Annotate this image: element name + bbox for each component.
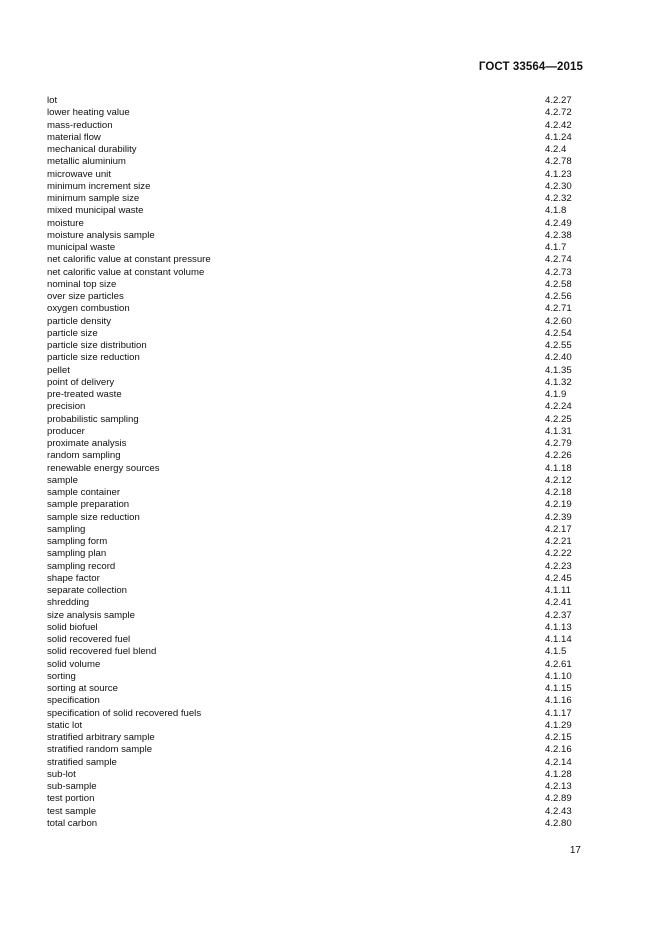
index-term: particle size reduction xyxy=(47,352,140,364)
index-reference: 4.2.79 xyxy=(545,438,572,449)
index-term: shredding xyxy=(47,597,90,609)
index-entry xyxy=(47,291,576,303)
index-term: size analysis sample xyxy=(47,609,135,621)
index-reference: 4.2.26 xyxy=(545,450,572,462)
index-term: pre-treated waste xyxy=(47,389,122,400)
index-reference: 4.2.74 xyxy=(545,254,572,266)
index-entry xyxy=(47,414,576,426)
index-term: minimum increment size xyxy=(47,180,151,192)
index-reference: 4.2.30 xyxy=(545,180,572,192)
document-code-header: ГОСТ 33564—2015 xyxy=(478,61,583,73)
index-term: shape factor xyxy=(47,572,100,584)
index-term: mixed municipal waste xyxy=(47,205,144,217)
index-entry xyxy=(47,316,576,328)
index-term: precision xyxy=(47,401,86,413)
index-entry xyxy=(47,328,576,340)
index-term: solid biofuel xyxy=(47,621,98,633)
index-reference: 4.2.15 xyxy=(545,732,572,743)
index-term: static lot xyxy=(47,719,83,731)
index-term: lower heating value xyxy=(47,107,130,119)
index-entry xyxy=(47,120,576,132)
index-term: test portion xyxy=(47,793,95,805)
index-entry xyxy=(47,95,576,107)
index-entry xyxy=(47,646,576,658)
index-entry xyxy=(47,769,576,781)
index-entry xyxy=(47,597,576,609)
index-term: solid recovered fuel blend xyxy=(47,646,157,658)
index-term: probabilistic sampling xyxy=(47,413,139,425)
index-reference: 4.1.11 xyxy=(545,585,571,596)
index-reference: 4.2.23 xyxy=(545,560,572,572)
index-reference: 4.2.18 xyxy=(545,487,572,498)
index-entry xyxy=(47,610,576,622)
index-reference: 4.2.38 xyxy=(545,229,572,241)
index-reference: 4.1.29 xyxy=(545,719,572,731)
index-entry xyxy=(47,230,576,242)
index-term: sorting xyxy=(47,670,76,682)
index-entry xyxy=(47,744,576,756)
index-term: sampling record xyxy=(47,560,116,572)
index-entry xyxy=(47,475,576,487)
index-entry xyxy=(47,548,576,560)
index-entry xyxy=(47,218,576,230)
index-entry xyxy=(47,536,576,548)
index-entry xyxy=(47,438,576,450)
index-term: oxygen combustion xyxy=(47,303,130,315)
index-entry xyxy=(47,708,576,720)
index-entry xyxy=(47,524,576,536)
index-term: particle size xyxy=(47,327,98,339)
index-entry xyxy=(47,806,576,818)
index-reference: 4.2.49 xyxy=(545,217,572,229)
index-entry xyxy=(47,622,576,634)
index-entry xyxy=(47,573,576,585)
index-entry xyxy=(47,499,576,511)
index-entry xyxy=(47,695,576,707)
index-entry xyxy=(47,156,576,168)
index-reference: 4.2.58 xyxy=(545,278,572,290)
index-reference: 4.2.72 xyxy=(545,107,572,119)
index-reference: 4.2.45 xyxy=(545,572,572,584)
index-reference: 4.1.5 xyxy=(545,646,567,658)
index-reference: 4.2.78 xyxy=(545,156,572,168)
index-term: sample size reduction xyxy=(47,511,140,523)
index-entry xyxy=(47,634,576,646)
index-reference: 4.1.24 xyxy=(545,131,572,143)
index-reference: 4.1.32 xyxy=(545,376,572,388)
index-reference: 4.1.8 xyxy=(545,205,567,217)
index-entry xyxy=(47,671,576,683)
index-term: separate collection xyxy=(47,585,127,596)
index-term: nominal top size xyxy=(47,278,117,290)
index-reference: 4.2.42 xyxy=(545,119,572,131)
index-term: stratified sample xyxy=(47,756,117,768)
index-reference: 4.1.16 xyxy=(545,695,572,707)
index-entry xyxy=(47,169,576,181)
index-reference: 4.1.23 xyxy=(545,168,572,180)
index-entry xyxy=(47,107,576,119)
index-reference: 4.1.31 xyxy=(545,425,572,437)
index-term: point of delivery xyxy=(47,376,115,388)
index-reference: 4.1.18 xyxy=(545,462,572,474)
index-term: solid volume xyxy=(47,658,101,670)
index-term: sampling plan xyxy=(47,548,107,560)
index-term: test sample xyxy=(47,805,97,817)
index-reference: 4.1.9 xyxy=(545,389,567,400)
index-term: metallic aluminium xyxy=(47,156,126,168)
index-entry xyxy=(47,818,576,830)
index-reference: 4.2.17 xyxy=(545,523,572,535)
index-reference: 4.2.71 xyxy=(545,303,572,315)
index-entry xyxy=(47,659,576,671)
index-term: sampling form xyxy=(47,536,108,547)
index-reference: 4.2.43 xyxy=(545,805,572,817)
index-term: sorting at source xyxy=(47,683,118,694)
index-term: stratified random sample xyxy=(47,744,153,756)
index-reference: 4.2.56 xyxy=(545,291,572,302)
index-entry xyxy=(47,683,576,695)
index-entry xyxy=(47,303,576,315)
index-entry xyxy=(47,352,576,364)
index-reference: 4.2.12 xyxy=(545,474,572,486)
index-reference: 4.2.24 xyxy=(545,401,572,413)
index-entry xyxy=(47,426,576,438)
index-term: minimum sample size xyxy=(47,193,140,204)
index-term: municipal waste xyxy=(47,242,116,253)
index-entry xyxy=(47,793,576,805)
index-term: mass-reduction xyxy=(47,119,113,131)
index-term: lot xyxy=(47,95,58,106)
index-reference: 4.1.7 xyxy=(545,242,567,253)
index-reference: 4.2.13 xyxy=(545,781,572,792)
index-reference: 4.2.61 xyxy=(545,658,572,670)
index-term: pellet xyxy=(47,364,70,376)
index-entry xyxy=(47,585,576,597)
index-entry xyxy=(47,561,576,573)
index-term: mechanical durability xyxy=(47,144,137,155)
page-number: 17 xyxy=(569,845,581,856)
index-entry xyxy=(47,781,576,793)
index-term: stratified arbitrary sample xyxy=(47,732,155,743)
index-reference: 4.2.40 xyxy=(545,352,572,364)
index-reference: 4.2.21 xyxy=(545,536,572,547)
index-entry xyxy=(47,242,576,254)
index-term: total carbon xyxy=(47,817,98,829)
index-term: specification xyxy=(47,695,100,707)
index-reference: 4.2.4 xyxy=(545,144,567,155)
index-reference: 4.1.10 xyxy=(545,670,572,682)
index-reference: 4.2.39 xyxy=(545,511,572,523)
index-term: random sampling xyxy=(47,450,121,462)
index-entry xyxy=(47,279,576,291)
index-reference: 4.2.89 xyxy=(545,793,572,805)
index-entry xyxy=(47,487,576,499)
index-reference: 4.2.37 xyxy=(545,609,572,621)
index-reference: 4.2.27 xyxy=(545,95,572,106)
index-reference: 4.2.19 xyxy=(545,499,572,511)
index-term: microwave unit xyxy=(47,168,111,180)
index-term: over size particles xyxy=(47,291,124,302)
index-term: sub-sample xyxy=(47,781,97,792)
index-entry xyxy=(47,720,576,732)
index-term: material flow xyxy=(47,131,101,143)
index-reference: 4.2.80 xyxy=(545,817,572,829)
index-term: particle size distribution xyxy=(47,340,147,351)
index-reference: 4.2.32 xyxy=(545,193,572,204)
index-reference: 4.2.22 xyxy=(545,548,572,560)
index-entry xyxy=(47,181,576,193)
index-term: proximate analysis xyxy=(47,438,127,449)
index-reference: 4.2.55 xyxy=(545,340,572,351)
index-entry xyxy=(47,365,576,377)
index-term: sampling xyxy=(47,523,86,535)
index-reference: 4.1.14 xyxy=(545,634,572,645)
index-term: net calorific value at constant pressure xyxy=(47,254,211,266)
index-reference: 4.2.41 xyxy=(545,597,572,609)
index-term: sample container xyxy=(47,487,121,498)
index-reference: 4.1.17 xyxy=(545,707,572,719)
index-entry xyxy=(47,463,576,475)
index-term: renewable energy sources xyxy=(47,462,160,474)
index-reference: 4.2.60 xyxy=(545,315,572,327)
index-term: moisture xyxy=(47,217,84,229)
index-reference: 4.1.28 xyxy=(545,768,572,780)
index-entry xyxy=(47,205,576,217)
index-entry xyxy=(47,254,576,266)
index-term: solid recovered fuel xyxy=(47,634,131,645)
index-entry xyxy=(47,401,576,413)
index-term: sample preparation xyxy=(47,499,130,511)
index-reference: 4.2.16 xyxy=(545,744,572,756)
index-entry xyxy=(47,267,576,279)
index-reference: 4.2.73 xyxy=(545,266,572,278)
index-entry xyxy=(47,512,576,524)
index-entry xyxy=(47,757,576,769)
index-term: specification of solid recovered fuels xyxy=(47,707,202,719)
index-entry xyxy=(47,732,576,744)
index-entry xyxy=(47,389,576,401)
index-term: producer xyxy=(47,425,85,437)
index-entry xyxy=(47,377,576,389)
index-entry xyxy=(47,193,576,205)
index-term: sub-lot xyxy=(47,768,76,780)
index-term: net calorific value at constant volume xyxy=(47,266,205,278)
index-reference: 4.1.35 xyxy=(545,364,572,376)
index-reference: 4.2.25 xyxy=(545,413,572,425)
index-term: sample xyxy=(47,474,78,486)
index-reference: 4.2.14 xyxy=(545,756,572,768)
index-term: particle density xyxy=(47,315,111,327)
index-reference: 4.2.54 xyxy=(545,327,572,339)
index-reference: 4.1.15 xyxy=(545,683,572,694)
term-index-list xyxy=(47,95,576,830)
index-reference: 4.1.13 xyxy=(545,621,572,633)
index-entry xyxy=(47,144,576,156)
index-entry xyxy=(47,340,576,352)
index-entry xyxy=(47,132,576,144)
index-entry xyxy=(47,450,576,462)
index-term: moisture analysis sample xyxy=(47,229,155,241)
